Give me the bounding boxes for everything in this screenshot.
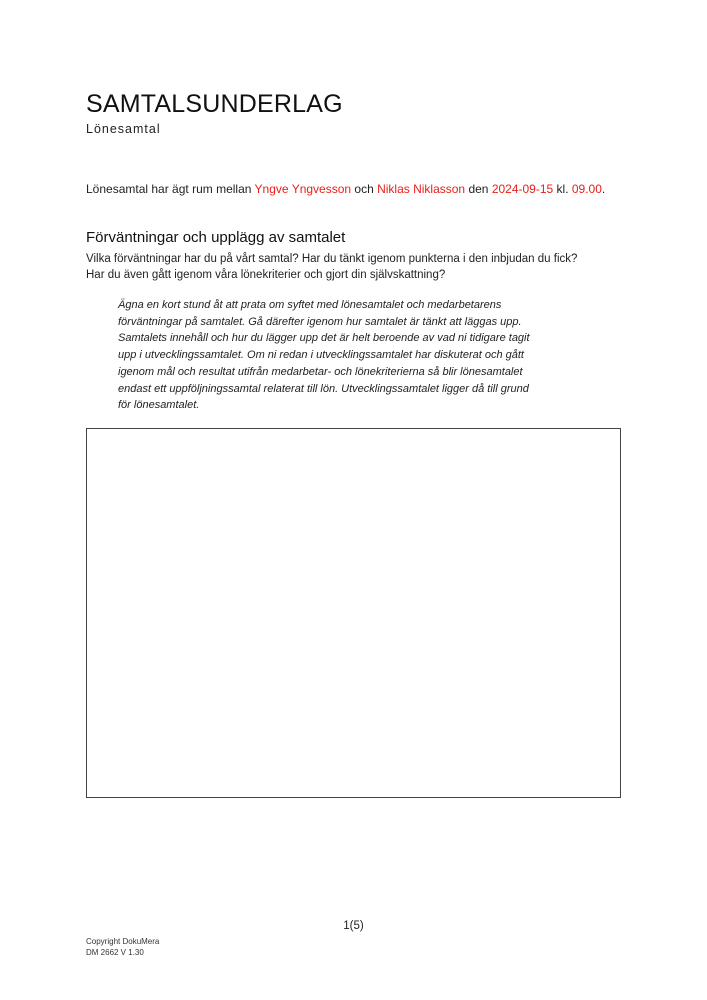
page-number: 1(5) — [343, 920, 364, 932]
guidance-line: Ägna en kort stund åt att prata om syftet med lönesamtalet och medarbetarens — [118, 299, 502, 311]
answer-text-box[interactable] — [86, 428, 621, 798]
date-field[interactable]: 2024-09-15 — [491, 182, 554, 196]
question-line: Har du även gått igenom våra lönekriterier och gjort din självskattning? — [86, 269, 446, 281]
time-field[interactable]: 09.00 — [571, 182, 602, 196]
page-title: SAMTALSUNDERLAG — [86, 90, 343, 118]
intro-time-prefix: kl. — [553, 182, 572, 196]
manager-name-field[interactable]: Niklas Niklasson — [377, 182, 466, 196]
section-heading: Förväntningar och upplägg av samtalet — [86, 229, 346, 246]
intro-sentence — [86, 181, 605, 197]
question-line: Vilka förväntningar har du på vårt samtal? Har du tänkt igenom punkterna i den inbjudan du fick? — [86, 253, 578, 265]
intro-prefix: Lönesamtal har ägt rum mellan — [86, 182, 255, 196]
intro-date-prefix: den — [465, 182, 492, 196]
footer-copyright: Copyright DokuMera — [86, 937, 160, 946]
guidance-line: upp i utvecklingssamtalet. Om ni redan i utvecklingssamtalet har diskuterat och gått — [118, 349, 524, 362]
guidance-line: förväntningar på samtalet. Gå därefter igenom hur samtalet är tänkt att läggas upp. — [118, 315, 522, 328]
intro-suffix: . — [601, 182, 606, 196]
employee-name-field[interactable]: Yngve Yngvesson — [254, 182, 352, 196]
guidance-line: endast ett uppföljningssamtal relaterat till lön. Utvecklingssamtalet ligger då till grund — [118, 382, 529, 395]
footer — [86, 936, 159, 958]
guidance-text — [118, 297, 598, 414]
footer-doc-id: DM 2662 V 1.30 — [86, 948, 144, 957]
section-questions — [86, 251, 646, 283]
intro-and: och — [351, 182, 378, 196]
guidance-line: igenom mål och resultat utifrån medarbetar- och lönekriterierna så blir lönesamtalet — [118, 365, 523, 378]
guidance-line: Samtalets innehåll och hur du lägger upp det är helt beroende av vad ni tidigare tagit — [118, 332, 530, 345]
page-subtitle: Lönesamtal — [86, 122, 161, 136]
guidance-line: för lönesamtalet. — [118, 399, 200, 412]
